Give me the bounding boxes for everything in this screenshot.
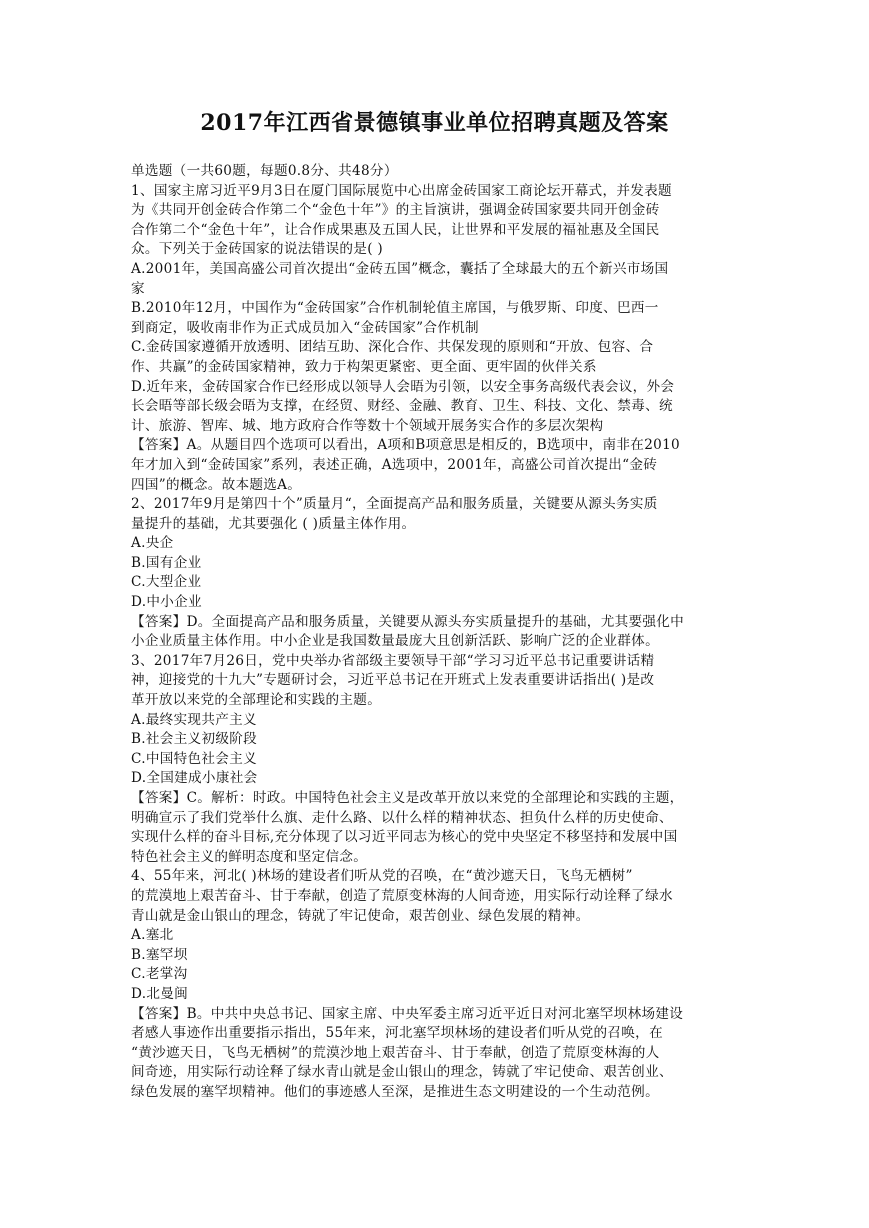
body-line: 革开放以来党的全部理论和实践的主题。 (131, 692, 382, 709)
body-line: 【答案】C。解析：时政。中国特色社会主义是改革开放以来党的全部理论和实践的主题， (131, 790, 684, 806)
body-line: 量提升的基础，尤其要强化 ( )质量主体作用。 (131, 515, 416, 532)
body-line: 【答案】B。中共中央总书记、国家主席、中央军委主席习近平近日对河北塞罕坝林场建设 (131, 1005, 684, 1022)
body-line: 家 (131, 280, 145, 297)
body-line: 实现什么样的奋斗目标,充分体现了以习近平同志为核心的党中央坚定不移坚持和发展中国 (131, 829, 678, 846)
body-line: B.塞罕坝 (131, 946, 188, 963)
body-line: 作、共赢”的金砖国家精神，致力于构架更紧密、更全面、更牢固的伙伴关系 (131, 358, 597, 375)
body-line: D.近年来，金砖国家合作已经形成以领导人会晤为引领，以安全事务高级代表会议，外会 (131, 378, 675, 395)
body-line: 单选题（一共60题，每题0.8分、共48分） (131, 163, 398, 179)
body-line: A.央企 (131, 535, 174, 552)
body-line: 神，迎接党的十九大”专题研讨会，习近平总书记在开班式上发表重要讲话指出( )是改 (131, 672, 655, 689)
body-line: “黄沙遮天日，飞鸟无栖树”的荒漠沙地上艰苦奋斗、甘于奉献，创造了荒原变林海的人 (131, 1044, 660, 1061)
body-line: 到商定，吸收南非作为正式成员加入“金砖国家”合作机制 (131, 319, 479, 336)
body-line: 者感人事迹作出重要指示指出，55年来，河北塞罕坝林场的建设者们听从党的召唤，在 (131, 1025, 663, 1042)
body-line: A.塞北 (131, 927, 174, 944)
document-body (131, 162, 739, 1103)
body-line: 明确宣示了我们党举什么旗、走什么路、以什么样的精神状态、担负什么样的历史使命、 (131, 809, 673, 826)
body-line: B.社会主义初级阶段 (131, 731, 258, 748)
body-line: 计、旅游、智库、城、地方政府合作等数十个领域开展务实合作的多层次架构 (131, 417, 604, 434)
body-line: A.2001年，美国高盛公司首次提出“金砖五国”概念，囊括了全球最大的五个新兴市场国 (131, 260, 669, 277)
body-line: 3、2017年7月26日，党中央举办省部级主要领导干部“学习习近平总书记重要讲话精 (131, 652, 655, 669)
body-line: B.2010年12月，中国作为“金砖国家”合作机制轮值主席国，与俄罗斯、印度、巴西一 (131, 300, 659, 317)
body-line: 众。下列关于金砖国家的说法错误的是( ) (131, 241, 384, 258)
body-line: 间奇迹，用实际行动诠释了绿水青山就是金山银山的理念，铸就了牢记使命、艰苦创业、 (131, 1064, 673, 1081)
body-line: 特色社会主义的鲜明态度和坚定信念。 (131, 848, 368, 865)
body-line: 的荒漠地上艰苦奋斗、甘于奉献，创造了荒原变林海的人间奇迹，用实际行动诠释了绿水 (131, 887, 673, 904)
body-line: C.中国特色社会主义 (131, 750, 257, 767)
body-line: 长会晤等部长级会晤为支撑，在经贸、财经、金融、教育、卫生、科技、文化、禁毒、统 (131, 398, 673, 415)
body-line: D.北曼闽 (131, 985, 189, 1002)
body-line: 年才加入到“金砖国家”系列，表述正确，A选项中，2001年，高盛公司首次提出“金砖 (131, 456, 658, 473)
body-line: D.全国建成小康社会 (131, 770, 258, 787)
body-line: 四国”的概念。故本题选A。 (131, 476, 302, 493)
body-line: 4、55年来，河北( )林场的建设者们听从党的召唤，在“黄沙遮天日，飞鸟无栖树” (131, 868, 633, 885)
body-line: 小企业质量主体作用。中小企业是我国数量最庞大且创新活跃、影响广泛的企业群体。 (131, 633, 659, 650)
body-line: D.中小企业 (131, 594, 202, 611)
body-line: C.金砖国家遵循开放透明、团结互助、深化合作、共保发现的原则和“开放、包容、合 (131, 339, 654, 356)
document-title: 2017年江西省景德镇事业单位招聘真题及答案 (200, 110, 669, 136)
body-line: 2、2017年9月是第四十个”质量月“，全面提高产品和服务质量，关键要从源头务实质 (131, 496, 658, 513)
body-line: C.大型企业 (131, 574, 202, 591)
body-line: B.国有企业 (131, 554, 202, 571)
body-line: C.老掌沟 (131, 966, 188, 983)
body-line: 【答案】A。从题目四个选项可以看出，A项和B项意思是相反的，B选项中，南非在2010 (131, 437, 680, 454)
body-line: 为《共同开创金砖合作第二个“金色十年”》的主旨演讲，强调金砖国家要共同开创金砖 (131, 202, 660, 219)
body-line: A.最终实现共产主义 (131, 711, 257, 728)
body-line: 青山就是金山银山的理念，铸就了牢记使命，艰苦创业、绿色发展的精神。 (131, 907, 590, 924)
body-line: 合作第二个“金色十年”，让合作成果惠及五国人民，让世界和平发展的福祉惠及全国民 (131, 221, 660, 238)
body-line: 【答案】D。全面提高产品和服务质量，关键要从源头夯实质量提升的基础，尤其要强化中 (131, 613, 685, 630)
body-line: 绿色发展的塞罕坝精神。他们的事迹感人至深，是推进生态文明建设的一个生动范例。 (131, 1083, 659, 1100)
body-line: 1、国家主席习近平9月3日在厦门国际展览中心出席金砖国家工商论坛开幕式，并发表题 (131, 182, 672, 199)
